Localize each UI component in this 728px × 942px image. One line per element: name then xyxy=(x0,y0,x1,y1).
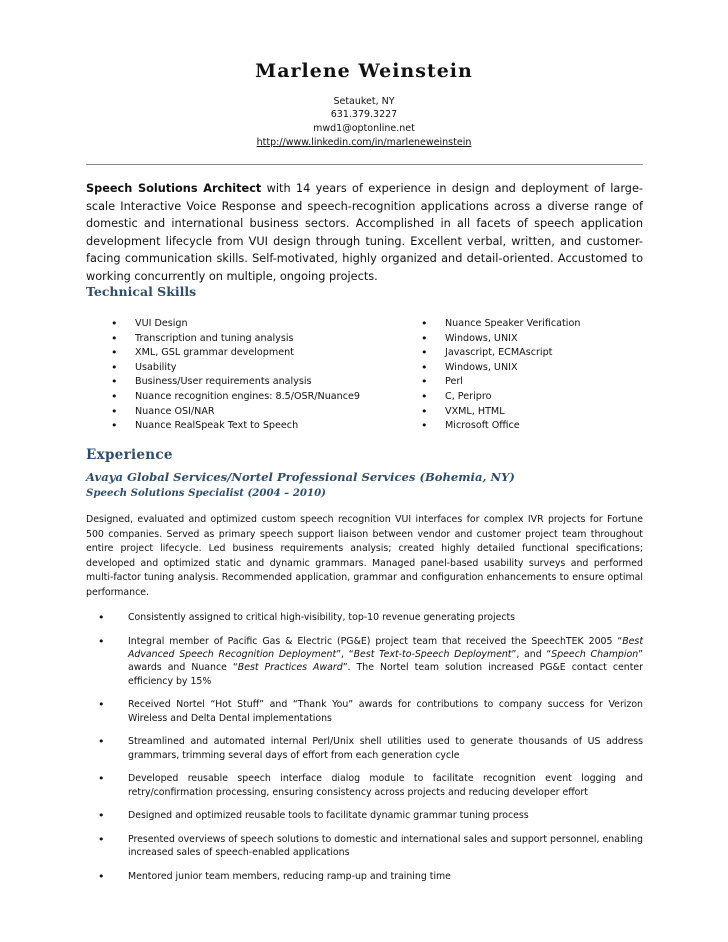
achievement-item: • Received Nortel “Hot Stuff” and “Thank You” awards for contributions to company success for Verizon Wireless and Delta Dental implementations xyxy=(86,698,643,725)
achievements-list xyxy=(86,611,643,894)
skill-item: • Transcription and tuning analysis xyxy=(111,332,360,347)
award-name: Best Practices Award xyxy=(237,662,343,674)
award-name: Best Text-to-Speech Deployment xyxy=(353,649,512,660)
company-name: Avaya Global Services/Nortel Professional Services (Bohemia, NY) xyxy=(86,470,515,484)
achievement-item: • Presented overviews of speech solutions to domestic and international sales and support personnel, enabling increased sales of speech-enabled applications xyxy=(86,833,643,860)
contact-email: mwd1@optonline.net xyxy=(313,123,415,134)
award-name: Speech Champion xyxy=(551,649,639,660)
skill-item: • XML, GSL grammar development xyxy=(111,346,360,361)
contact-phone: 631.379.3227 xyxy=(330,109,398,120)
achievement-item: • Streamlined and automated internal Perl/Unix shell utilities used to generate thousands of US address grammars, trimming several days of effort from each generation cycle xyxy=(86,735,643,762)
achievement-text: ”. The Nortel team solution increased PG&E contact center efficiency by 15% xyxy=(128,662,643,687)
summary-title: Speech Solutions Architect xyxy=(86,182,262,195)
job-role: Speech Solutions Specialist (2004 – 2010) xyxy=(86,487,326,499)
skill-item: • Windows, UNIX xyxy=(421,361,580,376)
summary-text: with 14 years of experience in design and deployment of large-scale Interactive Voice Response and speech-recognition applications across a diverse range of domestic and international business sectors. Accomplished in all facets of speech application development lifecycle from VUI design through tuning. Excellent verbal, written, and customer-facing communication skills. Self-motivated, highly organized and detail-oriented. Accustomed to working concurrently on multiple, ongoing projects. xyxy=(86,182,643,283)
skill-item: • VXML, HTML xyxy=(421,405,580,420)
skill-item: • Nuance Speaker Verification xyxy=(421,317,580,332)
skill-item: • Nuance RealSpeak Text to Speech xyxy=(111,419,360,434)
achievement-text: ” awards and Nuance “ xyxy=(128,649,643,674)
skill-item: • C, Peripro xyxy=(421,390,580,405)
skill-item: • Javascript, ECMAscript xyxy=(421,346,580,361)
skill-item: • Nuance recognition engines: 8.5/OSR/Nuance9 xyxy=(111,390,360,405)
skill-item: • Business/User requirements analysis xyxy=(111,375,360,390)
contact-location: Setauket, NY xyxy=(333,96,395,107)
skill-item: • Nuance OSI/NAR xyxy=(111,405,360,420)
skill-item: • Microsoft Office xyxy=(421,419,580,434)
skills-list-right xyxy=(421,317,580,434)
skill-item: • Usability xyxy=(111,361,360,376)
skill-item: • VUI Design xyxy=(111,317,360,332)
linkedin-link[interactable]: http://www.linkedin.com/in/marleneweinstein xyxy=(256,137,472,148)
professional-summary xyxy=(86,180,643,285)
achievement-item: • Consistently assigned to critical high-visibility, top-10 revenue generating projects xyxy=(86,611,643,624)
skills-list-left xyxy=(111,317,360,434)
skill-item: • Windows, UNIX xyxy=(421,332,580,347)
award-name: Best Advanced Speech Recognition Deployment xyxy=(128,635,643,660)
achievement-text: Integral member of Pacific Gas & Electric (PG&E) project team that received the SpeechTEK 2005 “ xyxy=(128,635,623,647)
achievement-item: • Designed and optimized reusable tools to facilitate dynamic grammar tuning process xyxy=(86,809,643,822)
experience-heading: Experience xyxy=(86,447,173,463)
achievement-item: • Developed reusable speech interface dialog module to facilitate recognition event logging and retry/confirmation processing, ensuring consistency across projects and reducing developer effort xyxy=(86,772,643,799)
job-description: Designed, evaluated and optimized custom speech recognition VUI interfaces for complex IVR projects for Fortune 500 companies. Served as primary speech support liaison between vendor and customer project team throughout entire project lifecycle. Led business requirements analysis; created highly detailed functional specifications; developed and optimized static and dynamic grammars. Managed panel-based usability surveys and performed multi-factor tuning analysis. Recommended application, grammar and configuration enhancements to ensure optimal performance. xyxy=(86,514,643,598)
achievement-item xyxy=(86,635,643,689)
achievement-text: ”, “ xyxy=(336,649,354,660)
achievement-item: • Mentored junior team members, reducing ramp-up and training time xyxy=(86,870,643,883)
header-divider xyxy=(86,164,643,165)
achievement-text: ”, and “ xyxy=(511,649,552,660)
technical-skills-heading: Technical Skills xyxy=(86,284,197,299)
candidate-name: Marlene Weinstein xyxy=(255,60,473,82)
skill-item: • Perl xyxy=(421,375,580,390)
